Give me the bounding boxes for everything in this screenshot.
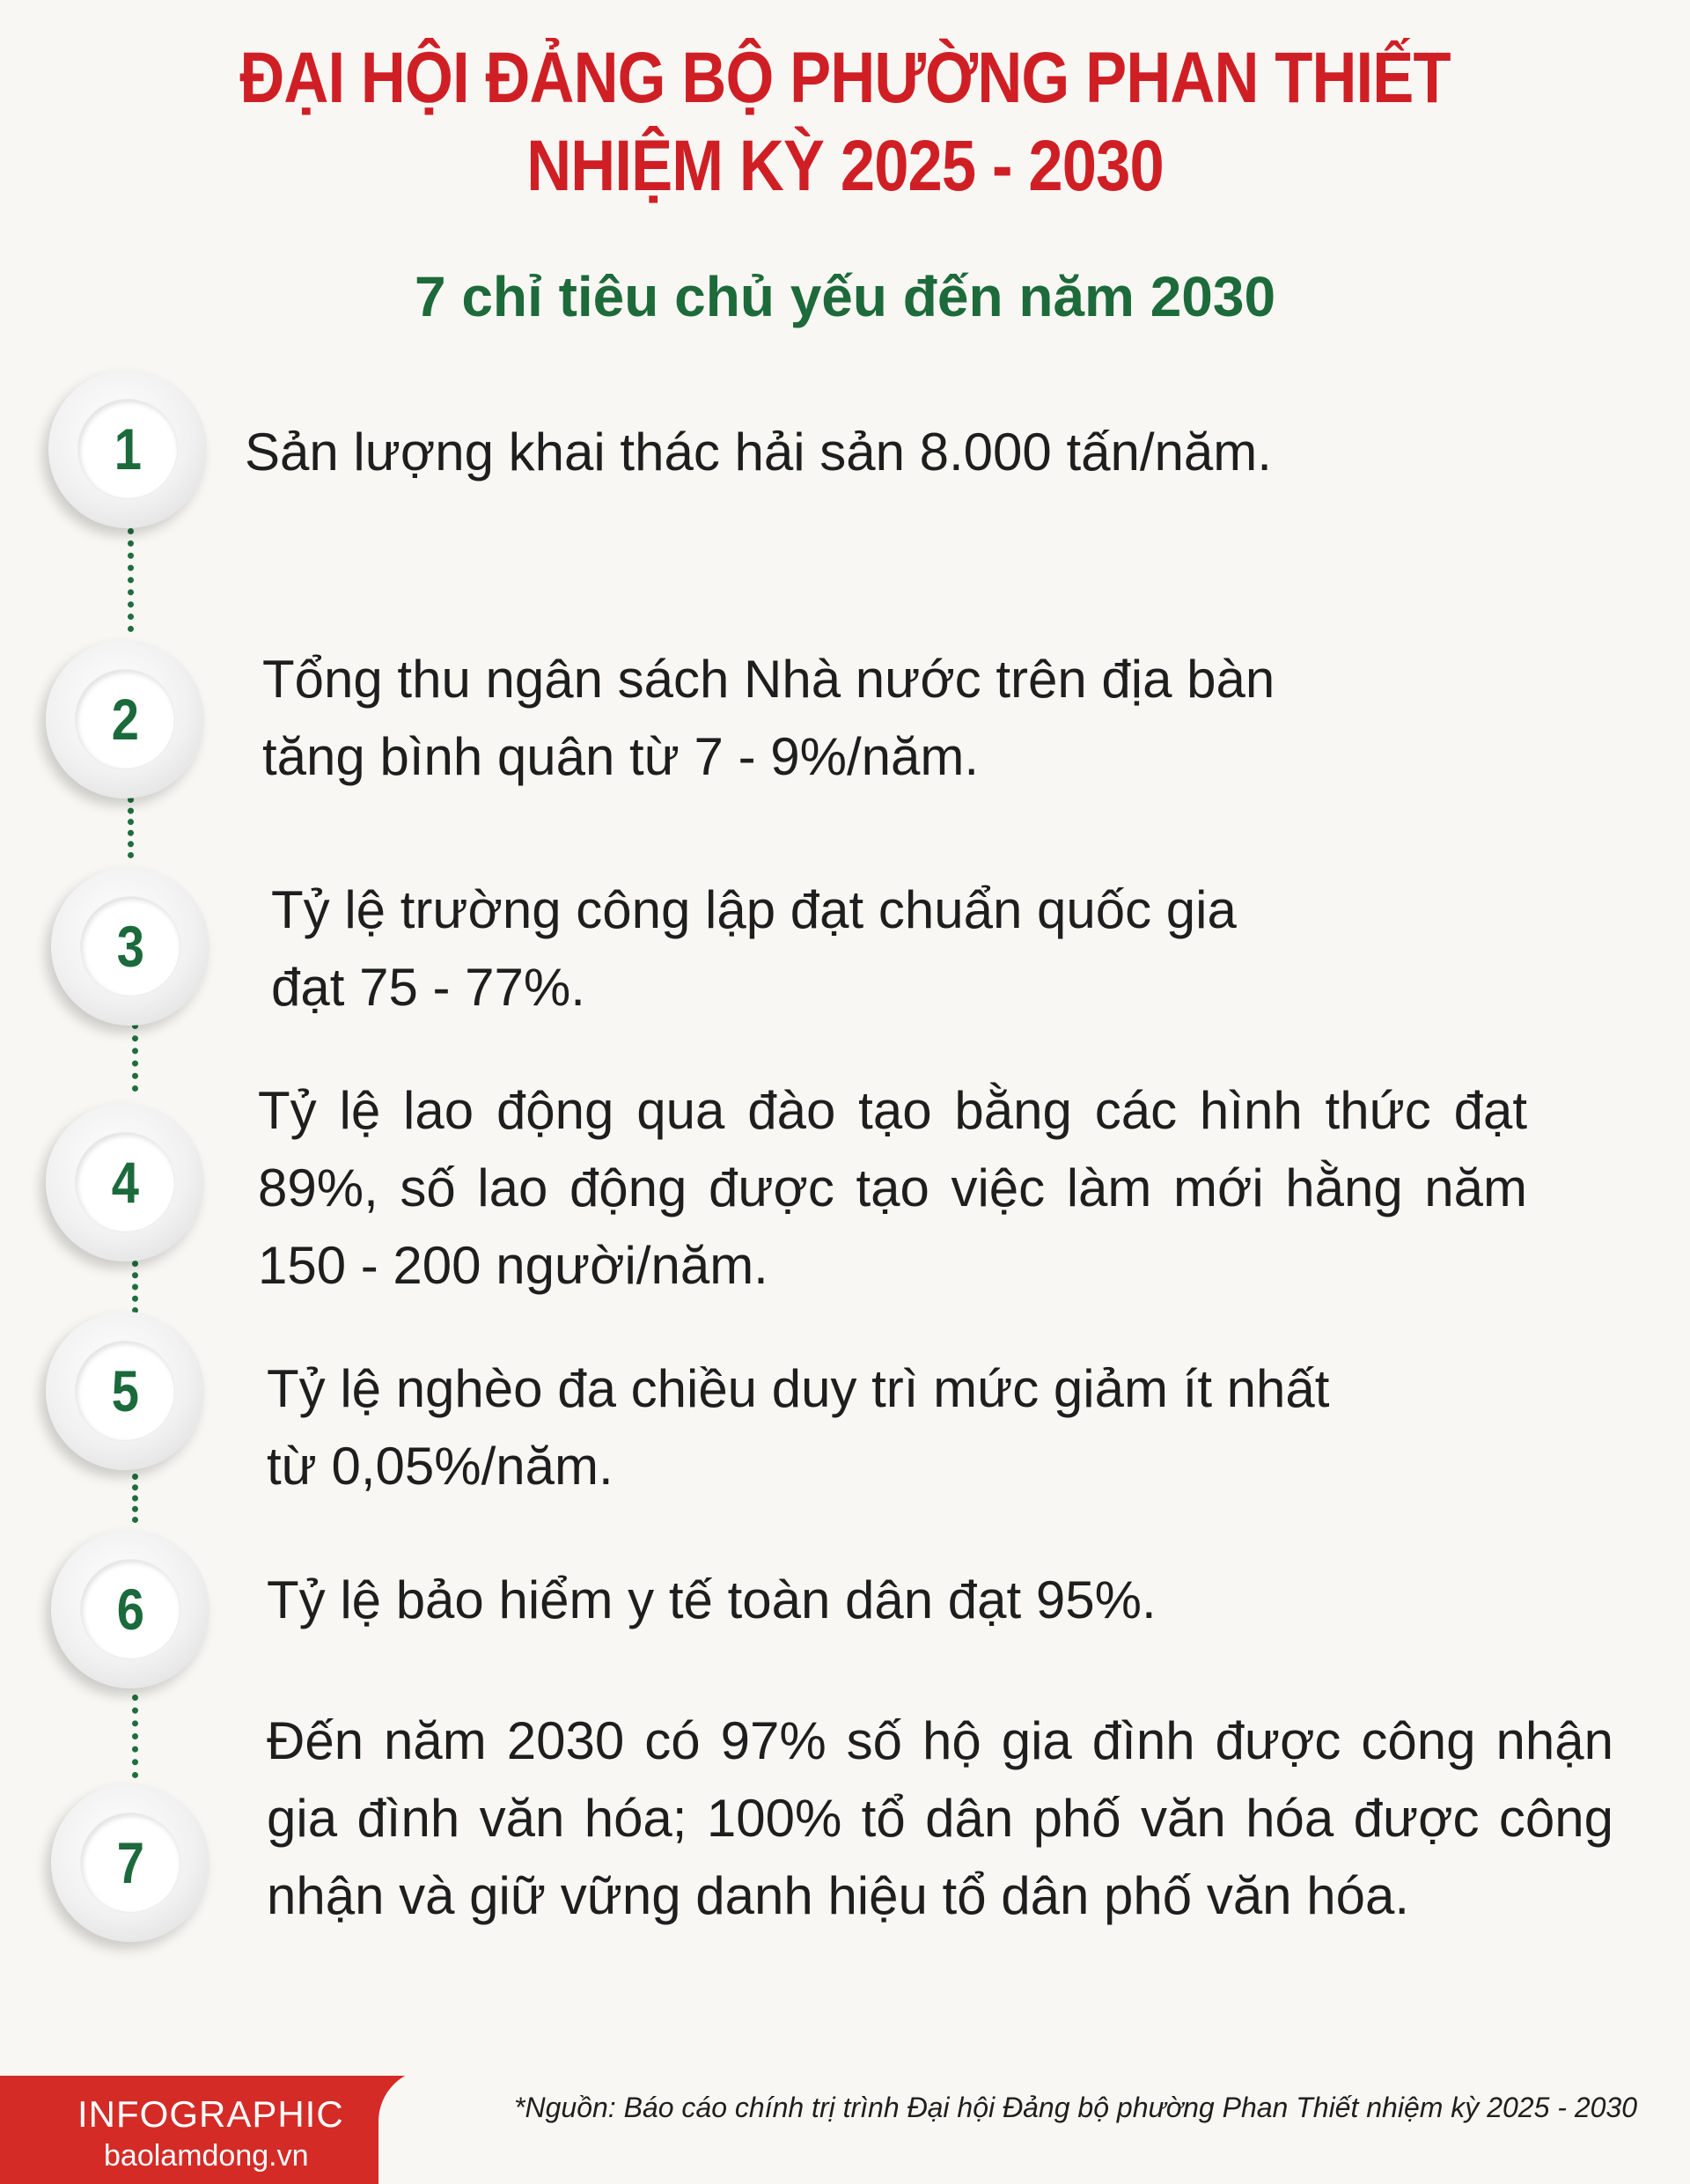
badge-number: 5 bbox=[111, 1358, 139, 1423]
badge-number: 1 bbox=[114, 416, 142, 482]
target-text-line: đạt 75 - 77%. bbox=[271, 958, 585, 1017]
target-text: Tỷ lệ lao động qua đào tạo bằng các hình thức đạt 89%, số lao động được tạo việc làm mới hằng năm 150 - 200 người/năm. bbox=[258, 1081, 1527, 1295]
connector-dots bbox=[128, 528, 134, 632]
target-text-line: Tỷ lệ trường công lập đạt chuẩn quốc gia bbox=[271, 880, 1237, 939]
connector-dots bbox=[132, 1023, 138, 1092]
target-text-line: Tỷ lệ bảo hiểm y tế toàn dân đạt 95%. bbox=[267, 1570, 1157, 1629]
number-badge bbox=[51, 1530, 209, 1688]
footer-source-panel bbox=[378, 2069, 1690, 2184]
page-subtitle: 7 chỉ tiêu chủ yếu đến năm 2030 bbox=[414, 265, 1276, 328]
number-badge bbox=[51, 867, 209, 1026]
connector-dots bbox=[132, 1695, 138, 1778]
target-text bbox=[267, 1562, 1622, 1639]
target-text-line: tăng bình quân từ 7 - 9%/năm. bbox=[262, 727, 980, 786]
footer-source: *Nguồn: Báo cáo chính trị trình Đại hội Đảng bộ phường Phan Thiết nhiệm kỳ 2025 - 2030 bbox=[514, 2092, 1637, 2123]
connector-dots bbox=[132, 1261, 138, 1313]
badge-number: 4 bbox=[111, 1150, 139, 1215]
number-badge bbox=[46, 1103, 204, 1261]
page-title-term: NHIỆM KỲ 2025 - 2030 bbox=[526, 126, 1164, 206]
target-text bbox=[267, 1350, 1587, 1505]
target-text bbox=[245, 414, 1600, 491]
target-text-line: từ 0,05%/năm. bbox=[267, 1437, 614, 1496]
number-badge bbox=[48, 370, 207, 528]
number-badge bbox=[51, 1783, 209, 1942]
connector-dots bbox=[132, 1474, 138, 1523]
page-title: ĐẠI HỘI ĐẢNG BỘ PHƯỜNG PHAN THIẾT bbox=[239, 38, 1451, 118]
target-text-line: Tỷ lệ nghèo đa chiều duy trì mức giảm ít nhất bbox=[267, 1359, 1330, 1418]
target-text bbox=[262, 641, 1583, 796]
badge-number: 7 bbox=[116, 1830, 144, 1895]
target-text-line: Sản lượng khai thác hải sản 8.000 tấn/năm. bbox=[245, 423, 1272, 482]
number-badge bbox=[46, 1312, 204, 1470]
target-text: Đến năm 2030 có 97% số hộ gia đình được công nhận gia đình văn hóa; 100% tổ dân phố văn hóa được công nhận và giữ vững danh hiệu tổ dân phố văn hóa. bbox=[267, 1711, 1613, 1925]
badge-number: 6 bbox=[116, 1577, 144, 1642]
number-badge bbox=[46, 640, 204, 798]
target-text-line: Tổng thu ngân sách Nhà nước trên địa bàn bbox=[262, 650, 1275, 709]
footer-brand: INFOGRAPHIC bbox=[77, 2093, 344, 2135]
target-text bbox=[271, 871, 1591, 1026]
badge-number: 3 bbox=[116, 914, 144, 979]
footer-site-link[interactable]: baolamdong.vn bbox=[104, 2139, 309, 2173]
badge-number: 2 bbox=[111, 687, 139, 752]
connector-dots bbox=[128, 797, 134, 858]
